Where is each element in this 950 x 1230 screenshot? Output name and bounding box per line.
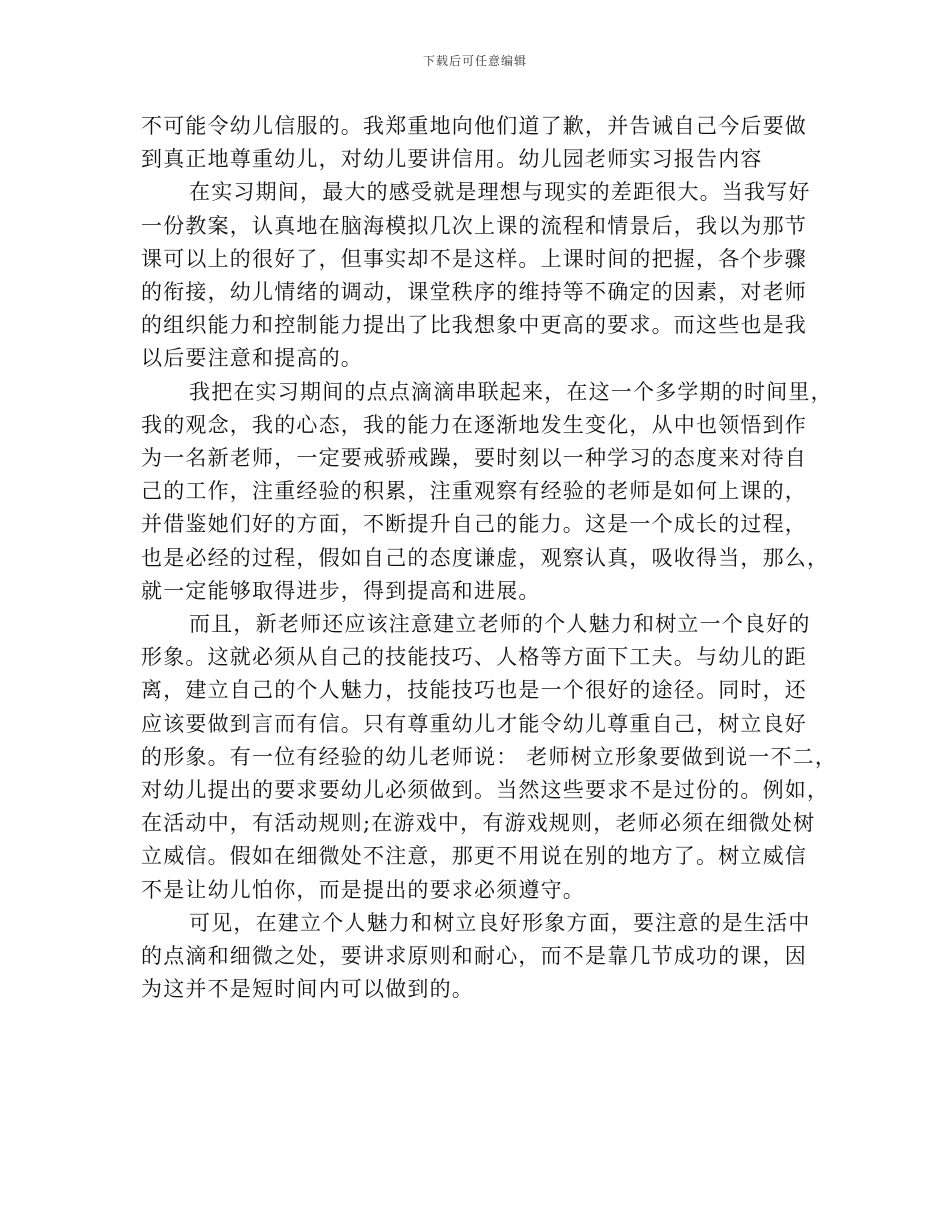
text-line: 不可能令幼儿信服的。我郑重地向他们道了歉，并告诫自己今后要做	[141, 114, 807, 138]
text-line: 在活动中，有活动规则;在游戏中，有游戏规则，老师必须在细微处树	[141, 811, 816, 836]
text-line: 的点滴和细微之处，要讲求原则和耐心，而不是靠几节成功的课，因	[141, 944, 807, 969]
text-line: 一份教案，认真地在脑海模拟几次上课的流程和情景后，我以为那节	[141, 213, 807, 238]
text-line: 的衔接，幼儿情绪的调动，课堂秩序的维持等不确定的因素，对老师	[141, 280, 807, 305]
text-line: 立威信。假如在细微处不注意，那更不用说在别的地方了。树立威信	[141, 844, 807, 869]
text-line: 形象。这就必须从自己的技能技巧、人格等方面下工夫。与幼儿的距	[141, 645, 807, 670]
text-line: 的组织能力和控制能力提出了比我想象中更高的要求。而这些也是我	[141, 313, 807, 338]
text-line: 的形象。有一位有经验的幼儿老师说： 老师树立形象要做到说一不二，	[141, 744, 838, 769]
text-line: 并借鉴她们好的方面，不断提升自己的能力。这是一个成长的过程，	[141, 512, 807, 537]
text-line: 离，建立自己的个人魅力，技能技巧也是一个很好的途径。同时，还	[141, 678, 807, 703]
text-line: 而且，新老师还应该注意建立老师的个人魅力和树立一个良好的	[189, 612, 811, 637]
text-line: 我把在实习期间的点点滴滴串联起来，在这一个多学期的时间里，	[189, 379, 833, 404]
text-line: 在实习期间，最大的感受就是理想与现实的差距很大。当我写好	[189, 180, 811, 205]
text-line: 我的观念，我的心态，我的能力在逐渐地发生变化，从中也领悟到作	[141, 412, 807, 437]
page-header: 下载后可任意编辑	[422, 54, 527, 68]
text-line: 不是让幼儿怕你，而是提出的要求必须遵守。	[141, 877, 585, 902]
text-line: 到真正地尊重幼儿，对幼儿要讲信用。幼儿园老师实习报告内容	[141, 147, 763, 172]
text-line: 以后要注意和提高的。	[141, 346, 363, 371]
text-line: 课可以上的很好了，但事实却不是这样。上课时间的把握，各个步骤	[141, 246, 807, 271]
text-line: 就一定能够取得进步，得到提高和进展。	[141, 578, 541, 603]
text-line: 可见，在建立个人魅力和树立良好形象方面，要注意的是生活中	[189, 910, 811, 935]
text-line: 也是必经的过程，假如自己的态度谦虚，观察认真，吸收得当，那么，	[141, 545, 830, 570]
text-line: 己的工作，注重经验的积累，注重观察有经验的老师是如何上课的，	[141, 479, 807, 504]
text-line: 为一名新老师，一定要戒骄戒躁，要时刻以一种学习的态度来对待自	[141, 446, 807, 471]
text-line: 为这并不是短时间内可以做到的。	[141, 977, 474, 1002]
text-line: 应该要做到言而有信。只有尊重幼儿才能令幼儿尊重自己，树立良好	[141, 711, 807, 736]
document-body	[141, 110, 838, 1006]
text-line: 对幼儿提出的要求要幼儿必须做到。当然这些要求不是过份的。例如，	[141, 778, 830, 803]
